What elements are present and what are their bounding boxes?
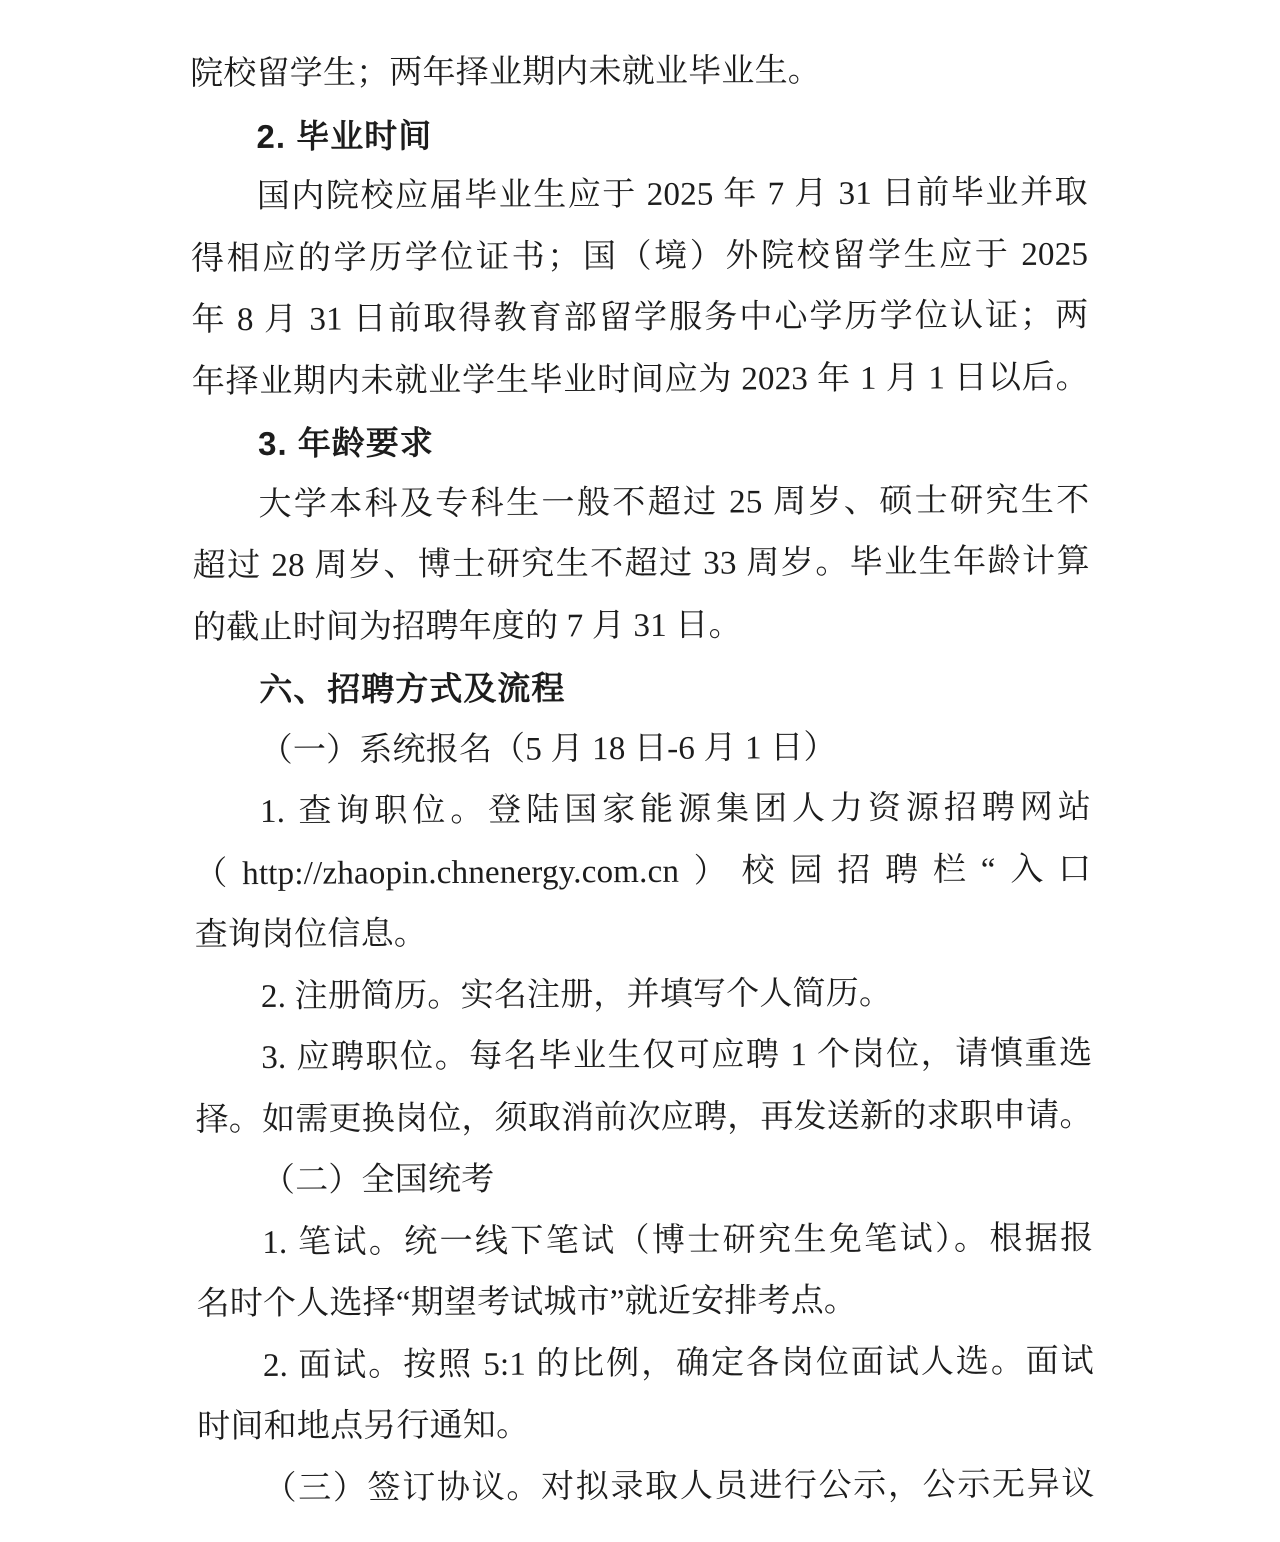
text-line: 择。如需更换岗位，须取消前次应聘，再发送新的求职申请。 xyxy=(195,1097,1093,1138)
text-line: 年 8 月 31 日前取得教育部留学服务中心学历学位认证；两 xyxy=(191,297,1089,339)
text-line: （http://zhaopin.chnenergy.com.cn）校园招聘栏“入口 xyxy=(194,851,1092,892)
text-line: 年择业期内未就业学生毕业时间应为 2023 年 1 月 1 日以后。 xyxy=(191,359,1089,400)
text-line: 大学本科及专科生一般不超过 25 周岁、硕士研究生不 xyxy=(258,482,1090,523)
text-line: （一）系统报名（5 月 18 日-6 月 1 日） xyxy=(259,729,837,769)
text-line: 得相应的学历学位证书；国（境）外院校留学生应于 2025 xyxy=(191,236,1089,277)
text-line: 超过 28 周岁、博士研究生不超过 33 周岁。毕业生年龄计算 xyxy=(192,543,1090,585)
text-line: 1. 笔试。统一线下笔试（博士研究生免笔试）。根据报 xyxy=(262,1220,1094,1261)
heading-line: 3. 年龄要求 xyxy=(257,424,434,462)
text-line: 国内院校应届毕业生应于 2025 年 7 月 31 日前毕业并取 xyxy=(256,174,1088,216)
document-body xyxy=(190,40,1095,1521)
text-line: 3. 应聘职位。每名毕业生仅可应聘 1 个岗位，请慎重选 xyxy=(261,1035,1093,1076)
text-line: 2. 注册简历。实名注册，并填写个人简历。 xyxy=(260,975,893,1015)
text-line: （三）签订协议。对拟录取人员进行公示，公示无异议 xyxy=(263,1466,1095,1507)
heading-line: 2. 毕业时间 xyxy=(256,116,433,155)
text-line: 院校留学生；两年择业期内未就业毕业生。 xyxy=(190,53,822,93)
text-line: 1. 查询职位。登陆国家能源集团人力资源招聘网站 xyxy=(259,789,1092,830)
text-line: 查询岗位信息。 xyxy=(194,916,428,954)
text-line: （二）全国统考 xyxy=(261,1161,495,1199)
text-line: 名时个人选择“期望考试城市”就近安排考点。 xyxy=(196,1282,858,1323)
text-line: 2. 面试。按照 5:1 的比例，确定各岗位面试人选。面试 xyxy=(262,1343,1094,1384)
heading-line: 六、招聘方式及流程 xyxy=(259,669,566,708)
text-line: 时间和地点另行通知。 xyxy=(197,1407,530,1446)
text-line: 的截止时间为招聘年度的 7 月 31 日。 xyxy=(192,606,742,646)
